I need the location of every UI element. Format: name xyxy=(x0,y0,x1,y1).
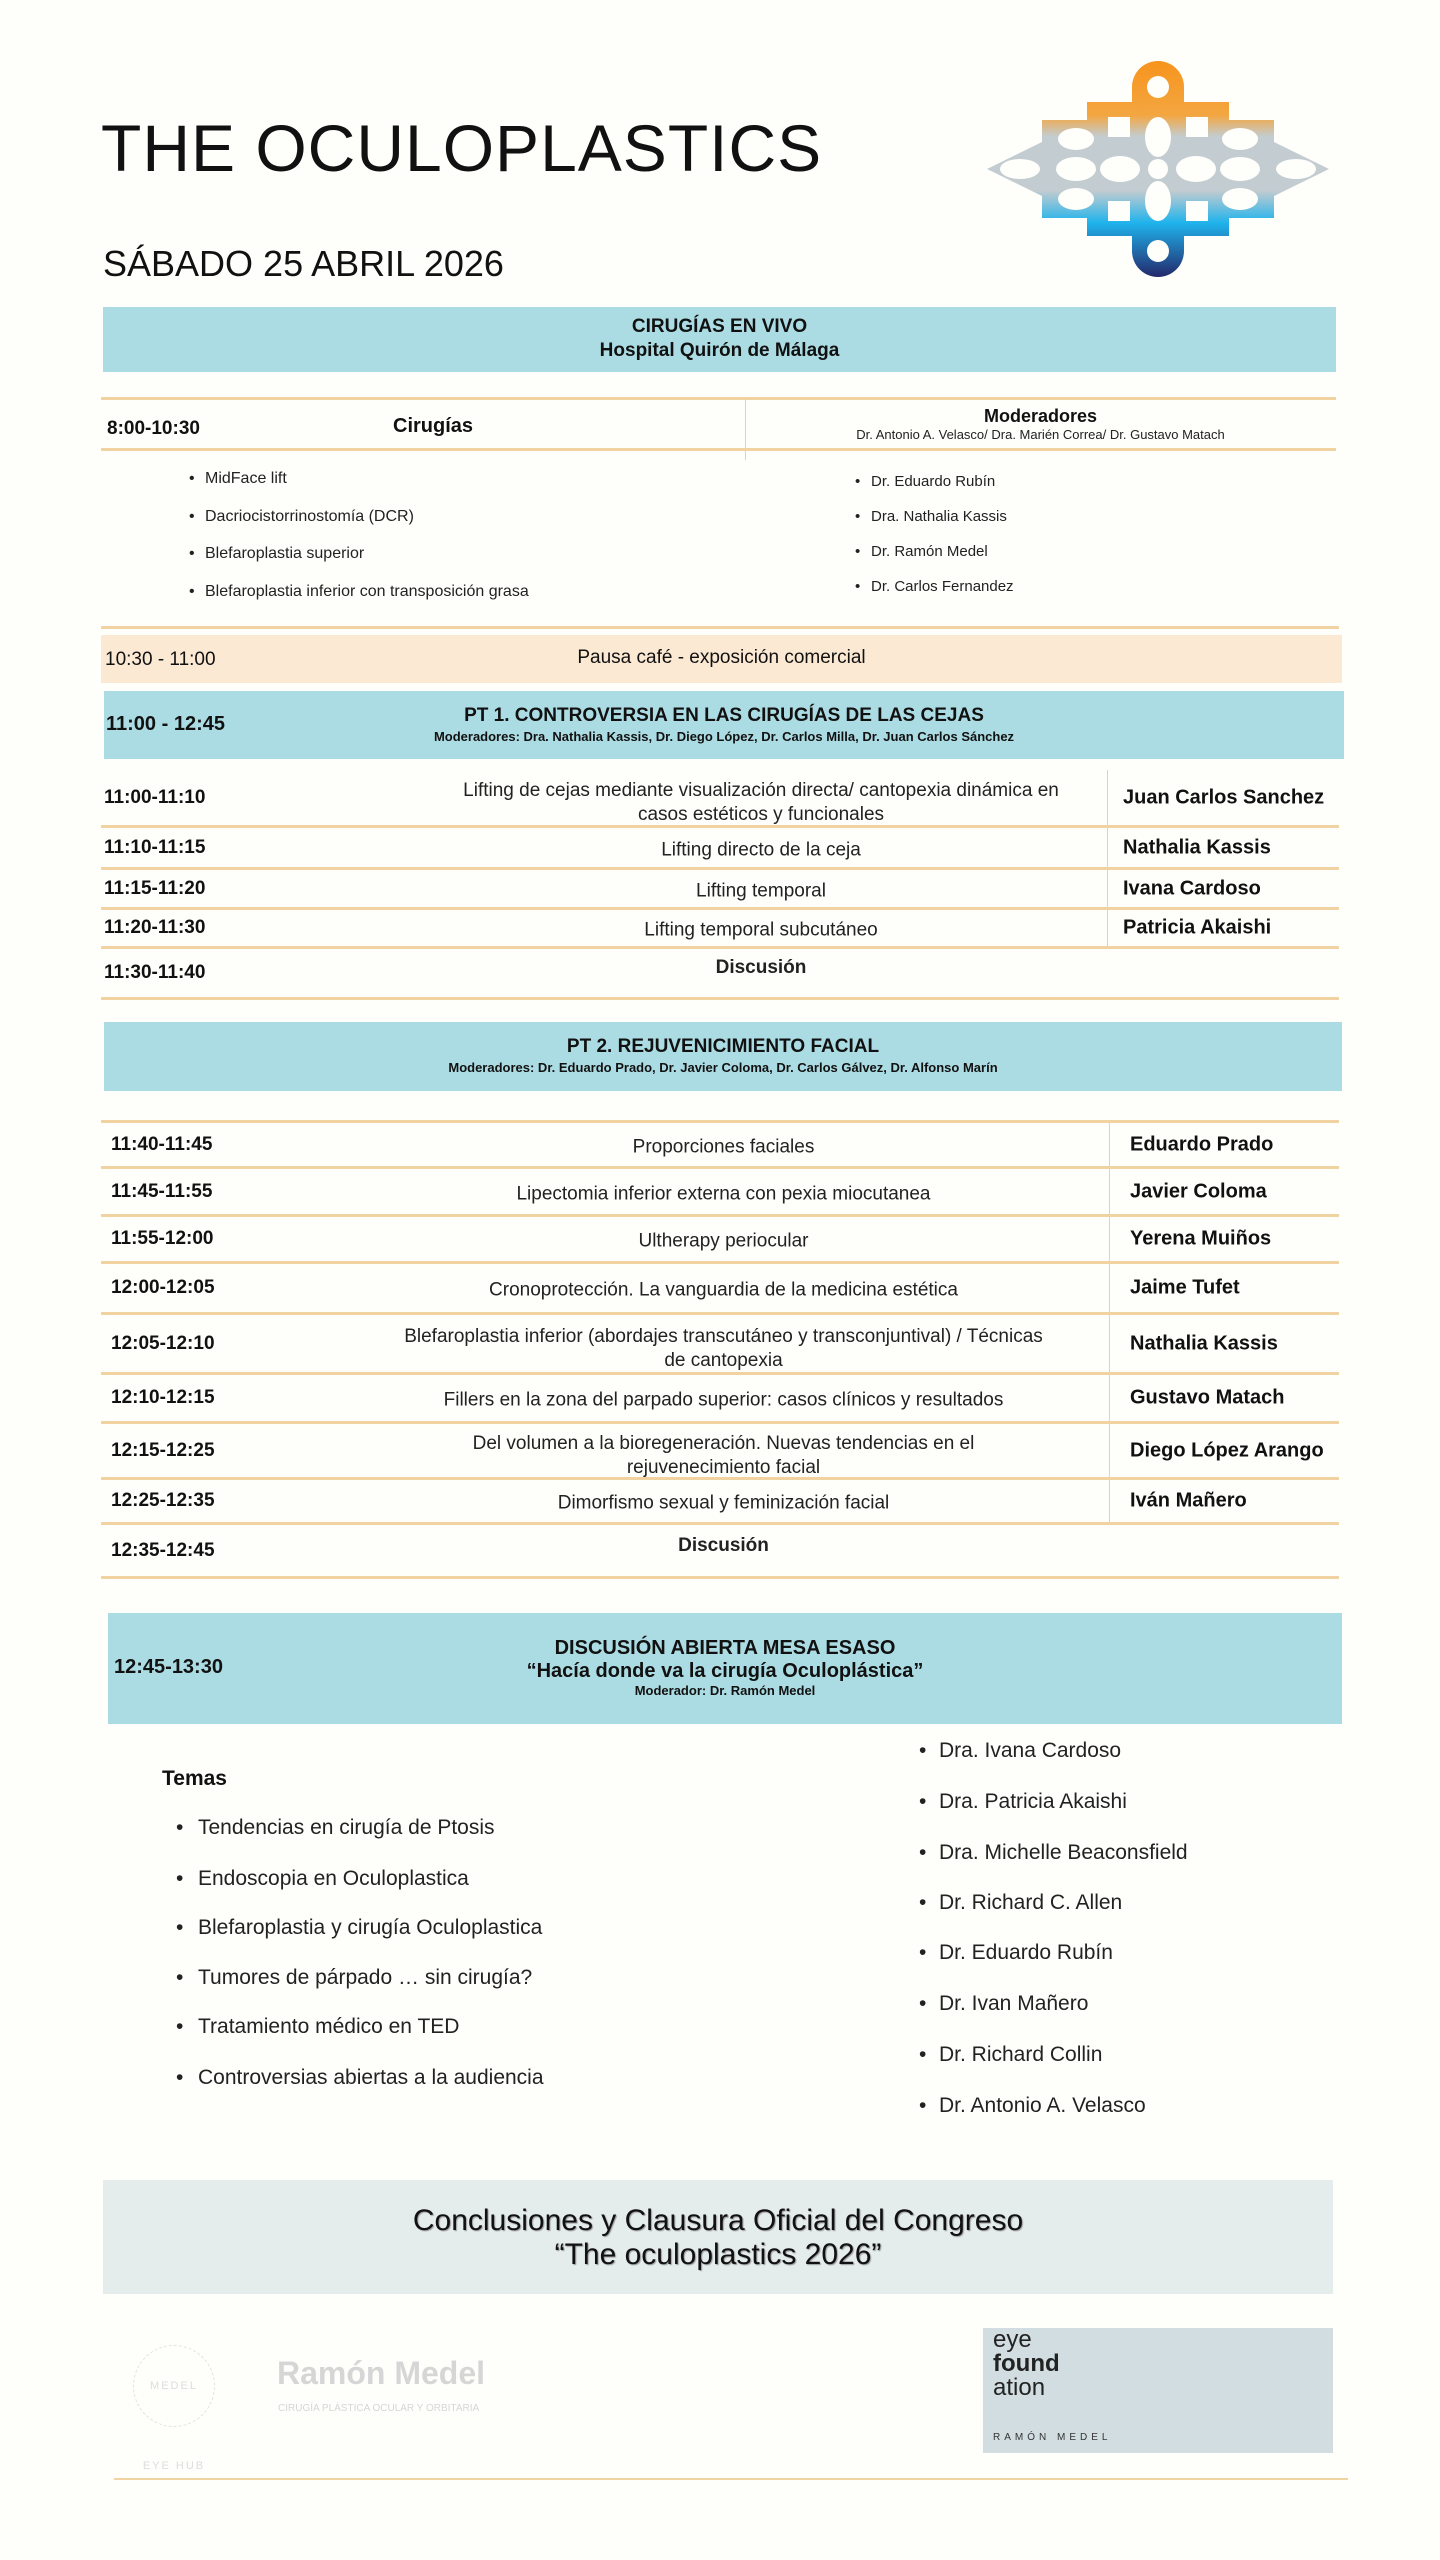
surgeon-item: • Dr. Carlos Fernandez xyxy=(871,578,1014,595)
table-row xyxy=(101,1375,1339,1424)
open-discussion-header xyxy=(108,1613,1342,1724)
coffee-break-row xyxy=(101,635,1342,683)
live-surgery-venue: Hospital Quirón de Málaga xyxy=(599,340,840,361)
closing-line1: Conclusiones y Clausura Oficial del Congreso xyxy=(412,2204,1024,2237)
table-row xyxy=(101,1217,1339,1264)
row-topic: Lipectomia inferior externa con pexia miocutanea xyxy=(516,1182,931,1204)
row-speaker: Javier Coloma xyxy=(1130,1180,1267,1202)
ef-line2: found xyxy=(993,2350,1060,2377)
table-row xyxy=(101,949,1339,1000)
eye-foundation-logo xyxy=(983,2328,1333,2453)
row-time: 11:30-11:40 xyxy=(104,962,206,983)
row-speaker: Yerena Muiños xyxy=(1130,1227,1272,1250)
row-speaker: Gustavo Matach xyxy=(1130,1386,1285,1409)
panelist-item: • Dr. Eduardo Rubín xyxy=(939,1941,1113,1965)
topics-label: Temas xyxy=(162,1767,227,1790)
row-topic: Dimorfismo sexual y feminización facial xyxy=(557,1492,890,1514)
row-time: 11:45-11:55 xyxy=(111,1180,213,1202)
row-topic: Lifting temporal subcutáneo xyxy=(644,919,878,941)
row-time: 12:15-12:25 xyxy=(111,1439,215,1461)
divider xyxy=(101,397,1336,400)
panelist-item: • Dr. Antonio A. Velasco xyxy=(939,2094,1146,2118)
surgeries-label: Cirugías xyxy=(393,415,474,437)
pause-label: Pausa café - exposición comercial xyxy=(577,647,866,668)
row-topic: Ultherapy periocular xyxy=(638,1230,809,1252)
row-time: 12:10-12:15 xyxy=(111,1387,215,1408)
row-time: 11:40-11:45 xyxy=(111,1133,213,1155)
panelist-item: • Dr. Richard C. Allen xyxy=(939,1891,1122,1915)
column-divider xyxy=(1109,1169,1110,1214)
row-time: 11:20-11:30 xyxy=(104,917,206,938)
pause-time: 10:30 - 11:00 xyxy=(105,649,216,670)
row-topic: Blefaroplastia inferior (abordajes transcutáneo y transconjuntival) / Técnicas de cantopexia xyxy=(404,1325,1043,1371)
column-divider xyxy=(1109,1424,1110,1477)
surgeon-item: • Dr. Eduardo Rubín xyxy=(871,473,995,490)
row-topic: Lifting temporal xyxy=(696,879,826,901)
row-speaker: Jaime Tufet xyxy=(1130,1276,1240,1299)
row-speaker: Patricia Akaishi xyxy=(1123,916,1272,939)
row-speaker: Nathalia Kassis xyxy=(1130,1332,1278,1354)
table-row xyxy=(101,1315,1339,1375)
row-speaker: Iván Mañero xyxy=(1130,1489,1247,1512)
divider xyxy=(101,448,1336,451)
topic-item: • Tendencias en cirugía de Ptosis xyxy=(198,1816,495,1840)
live-surgery-header xyxy=(103,307,1336,372)
ef-sub: RAMÓN MEDEL xyxy=(993,2432,1112,2443)
row-topic: Proporciones faciales xyxy=(632,1135,815,1157)
row-time: 11:55-12:00 xyxy=(111,1228,214,1249)
column-divider xyxy=(1109,1217,1110,1261)
column-divider xyxy=(1109,1480,1110,1522)
live-moderators xyxy=(745,406,1336,442)
row-time: 11:15-11:20 xyxy=(104,877,206,899)
ramon-medel-tagline: CIRUGÍA PLÁSTICA OCULAR Y ORBITARIA xyxy=(278,2403,480,2414)
pt1-moderators: Moderadores: Dra. Nathalia Kassis, Dr. Diego López, Dr. Carlos Milla, Dr. Juan Carlos Sánchez xyxy=(433,729,1015,744)
table-row xyxy=(101,828,1339,870)
row-speaker: Juan Carlos Sanchez xyxy=(1123,786,1325,808)
open-subtitle: “Hacía donde va la cirugía Oculoplástica” xyxy=(526,1660,924,1682)
column-divider xyxy=(1109,1264,1110,1312)
row-topic: Discusión xyxy=(715,957,807,979)
event-logo xyxy=(980,57,1336,281)
open-time: 12:45-13:30 xyxy=(114,1656,223,1678)
table-row xyxy=(101,1123,1339,1169)
ramon-medel-name: Ramón Medel xyxy=(277,2355,486,2391)
column-divider xyxy=(1109,1315,1110,1372)
ramon-medel-logo xyxy=(115,2335,535,2472)
pt2-title: PT 2. REJUVENICIMIENTO FACIAL xyxy=(566,1036,880,1057)
topic-item: • Tumores de párpado … sin cirugía? xyxy=(198,1966,532,1990)
ef-line1: eye xyxy=(993,2326,1032,2353)
live-time: 8:00-10:30 xyxy=(107,418,200,439)
footer-line xyxy=(114,2478,1348,2480)
row-topic: Lifting de cejas mediante visualización directa/ cantopexia dinámica en casos estéticos y funcionales xyxy=(463,779,1059,825)
table-row xyxy=(101,770,1339,828)
row-time: 12:25-12:35 xyxy=(111,1490,215,1511)
panelist-item: • Dra. Michelle Beaconsfield xyxy=(939,1841,1188,1865)
row-speaker: Ivana Cardoso xyxy=(1123,877,1261,899)
topic-item: • Tratamiento médico en TED xyxy=(198,2015,459,2039)
moderators-names: Dr. Antonio A. Velasco/ Dra. Marién Correa/ Dr. Gustavo Matach xyxy=(856,427,1225,442)
pt1-title: PT 1. CONTROVERSIA EN LAS CIRUGÍAS DE LAS CEJAS xyxy=(464,705,984,726)
surgeon-item: • Dr. Ramón Medel xyxy=(871,543,988,560)
column-divider xyxy=(1107,910,1108,946)
row-speaker: Eduardo Prado xyxy=(1130,1133,1274,1155)
row-time: 12:35-12:45 xyxy=(111,1539,215,1561)
open-title: DISCUSIÓN ABIERTA MESA ESASO xyxy=(554,1637,896,1659)
topic-item: • Endoscopia en Oculoplastica xyxy=(198,1867,469,1891)
column-divider xyxy=(1109,1123,1110,1166)
row-time: 11:10-11:15 xyxy=(104,836,206,858)
row-time: 12:00-12:05 xyxy=(111,1277,215,1298)
live-surgery-title: CIRUGÍAS EN VIVO xyxy=(631,316,808,337)
row-time: 11:00-11:10 xyxy=(104,786,206,808)
page-title: THE OCULOPLASTICS xyxy=(101,111,823,185)
table-row xyxy=(101,1169,1339,1217)
table-row xyxy=(101,1525,1339,1579)
pt2-header xyxy=(104,1022,1342,1091)
column-divider xyxy=(1109,1375,1110,1421)
column-divider xyxy=(1107,770,1108,825)
table-row xyxy=(101,910,1339,949)
panelist-item: • Dr. Richard Collin xyxy=(939,2043,1102,2067)
table-row xyxy=(101,870,1339,910)
event-date: SÁBADO 25 ABRIL 2026 xyxy=(103,243,504,284)
panelist-item: • Dra. Patricia Akaishi xyxy=(939,1790,1127,1814)
row-time: 12:05-12:10 xyxy=(111,1332,215,1354)
column-divider xyxy=(1107,828,1108,867)
ef-line3: ation xyxy=(993,2374,1046,2401)
divider xyxy=(101,626,1339,629)
medel-eye-hub-mark: MEDEL EYE HUB xyxy=(133,2345,215,2427)
surgeon-item: • Dra. Nathalia Kassis xyxy=(871,508,1007,525)
surgery-item: • MidFace lift xyxy=(205,470,287,488)
closing-banner xyxy=(103,2180,1333,2294)
open-moderator: Moderador: Dr. Ramón Medel xyxy=(634,1683,816,1698)
moderators-label: Moderadores xyxy=(983,406,1098,426)
closing-line2: “The oculoplastics 2026” xyxy=(554,2238,882,2271)
table-row xyxy=(101,1424,1339,1480)
pt1-header xyxy=(104,691,1344,759)
row-topic: Cronoprotección. La vanguardia de la medicina estética xyxy=(489,1279,958,1301)
row-topic: Discusión xyxy=(678,1534,769,1556)
row-topic: Fillers en la zona del parpado superior: casos clínicos y resultados xyxy=(443,1389,1004,1411)
panelist-item: • Dra. Ivana Cardoso xyxy=(939,1739,1121,1763)
pt1-time: 11:00 - 12:45 xyxy=(106,713,225,735)
topic-item: • Controversias abiertas a la audiencia xyxy=(198,2066,544,2090)
table-row xyxy=(101,1264,1339,1315)
row-speaker: Diego López Arango xyxy=(1130,1439,1324,1461)
row-speaker: Nathalia Kassis xyxy=(1123,836,1271,858)
surgery-item: • Blefaroplastia inferior con transposición grasa xyxy=(205,583,529,601)
table-row xyxy=(101,1480,1339,1525)
row-topic: Del volumen a la bioregeneración. Nuevas tendencias en el rejuvenecimiento facial xyxy=(472,1432,975,1478)
column-divider xyxy=(1107,870,1108,907)
surgery-item: • Blefaroplastia superior xyxy=(205,545,364,563)
panelist-item: • Dr. Ivan Mañero xyxy=(939,1992,1088,2016)
row-topic: Lifting directo de la ceja xyxy=(661,838,861,860)
surgery-item: • Dacriocistorrinostomía (DCR) xyxy=(205,508,414,526)
pt2-moderators: Moderadores: Dr. Eduardo Prado, Dr. Javier Coloma, Dr. Carlos Gálvez, Dr. Alfonso Marín xyxy=(448,1060,998,1075)
topic-item: • Blefaroplastia y cirugía Oculoplastica xyxy=(198,1916,542,1940)
